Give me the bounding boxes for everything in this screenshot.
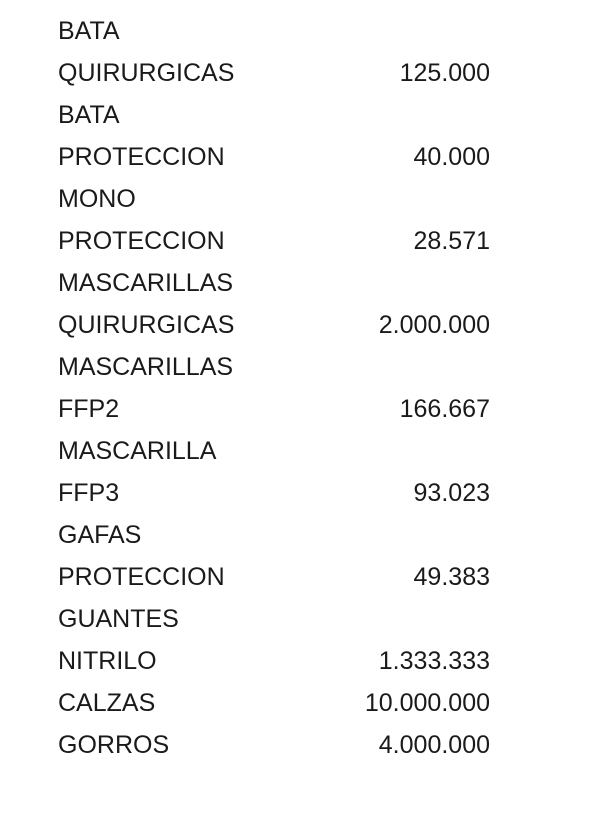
item-quantity: 40.000 xyxy=(413,143,490,171)
item-name: FFP2 xyxy=(58,395,120,423)
item-name: GAFAS xyxy=(58,521,142,549)
item-name: MONO xyxy=(58,185,136,213)
item-quantity: 125.000 xyxy=(399,59,490,87)
list-item xyxy=(58,262,498,346)
list-item xyxy=(58,346,498,430)
item-name: GORROS xyxy=(58,731,170,759)
item-name: QUIRURGICAS xyxy=(58,311,235,339)
list-item xyxy=(58,514,498,598)
list-item xyxy=(58,94,498,178)
item-name: CALZAS xyxy=(58,689,156,717)
item-quantity: 4.000.000 xyxy=(378,731,490,759)
item-quantity: 93.023 xyxy=(413,479,490,507)
item-name: PROTECCION xyxy=(58,563,225,591)
item-quantity: 10.000.000 xyxy=(364,689,490,717)
item-name: NITRILO xyxy=(58,647,157,675)
list-item xyxy=(58,178,498,262)
item-quantity: 1.333.333 xyxy=(378,647,490,675)
supply-list xyxy=(58,10,498,766)
item-name: MASCARILLAS xyxy=(58,269,234,297)
item-name: BATA xyxy=(58,101,120,129)
item-name: MASCARILLAS xyxy=(58,353,234,381)
list-item xyxy=(58,10,498,94)
list-item xyxy=(58,724,498,766)
item-name: PROTECCION xyxy=(58,227,225,255)
list-item xyxy=(58,598,498,682)
item-name: GUANTES xyxy=(58,605,179,633)
list-item xyxy=(58,430,498,514)
item-quantity: 28.571 xyxy=(413,227,490,255)
item-name: QUIRURGICAS xyxy=(58,59,235,87)
item-quantity: 49.383 xyxy=(413,563,490,591)
item-name: BATA xyxy=(58,17,120,45)
item-name: FFP3 xyxy=(58,479,120,507)
item-name: MASCARILLA xyxy=(58,437,217,465)
item-quantity: 166.667 xyxy=(399,395,490,423)
item-quantity: 2.000.000 xyxy=(378,311,490,339)
item-name: PROTECCION xyxy=(58,143,225,171)
list-item xyxy=(58,682,498,724)
